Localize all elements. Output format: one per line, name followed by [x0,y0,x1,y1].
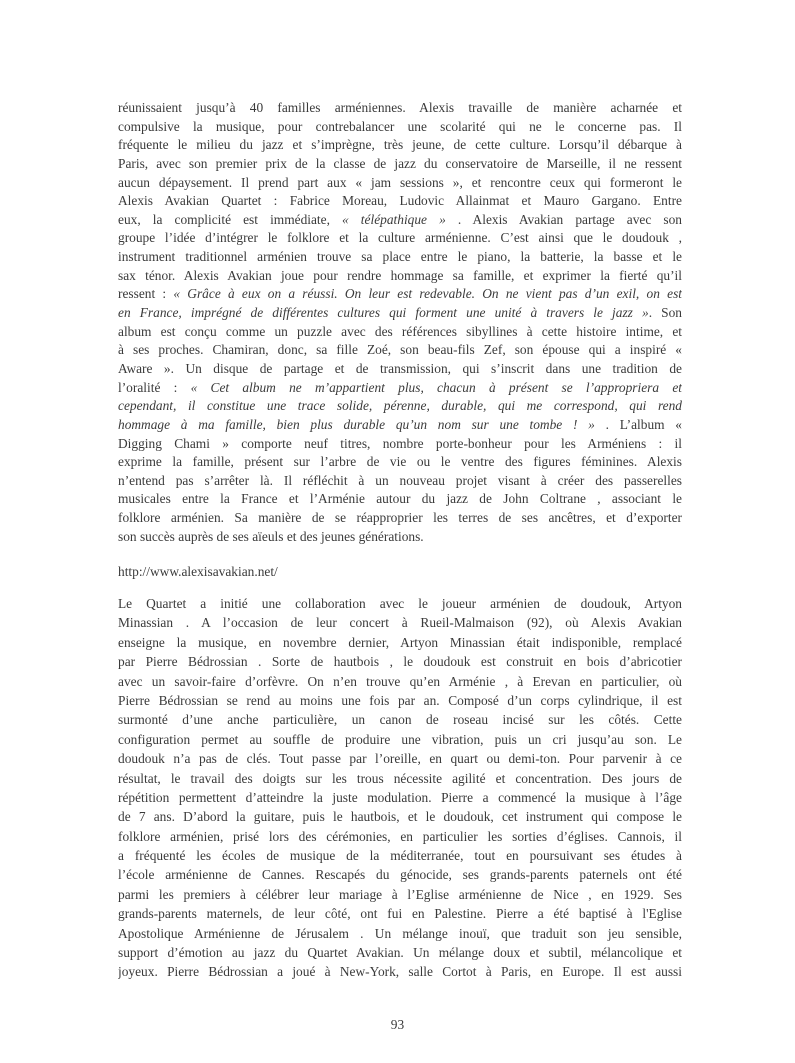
body-text: par Pierre Bédrossian . Sorte de hautbois , le doudouk est construit en bois d’abricotier [118,654,682,670]
quote-text: hommage à ma famille, bien plus durable qu’un nom sur une tombe ! » [118,416,595,432]
body-text: Aware ». Un disque de partage et de transmission, qui s’inscrit dans une tradition de [118,360,682,376]
text-line [118,379,682,398]
body-text: . Son [648,305,682,321]
page-number: 93 [390,1017,405,1032]
text-line [118,730,682,749]
text-line [118,267,682,286]
body-text: fréquente le milieu du jazz et s’imprègne, très jeune, de cette culture. Lorsqu’il débarque à [118,137,682,153]
body-text: résultat, le travail des doigts sur les trous nécessite agilité et concentration. Des jours de [118,770,682,786]
body-text: répétition permettent d’atteindre la juste modulation. Pierre a commencé la musique à l’âge [118,789,682,805]
text-line [118,360,682,379]
text-line [118,962,682,981]
text-line [118,691,682,710]
body-text: à ses proches. Chamiran, donc, sa fille Zoé, son beau-fils Zef, son épouse qui a inspiré « [118,342,682,358]
text-line [118,341,682,360]
text-line [118,435,682,454]
body-text: configuration permet au souffle de produire une vibration, puis un cri jusqu’au son. Le [118,731,682,747]
body-text: Pierre Bédrossian se rend au moins une fois par an. Composé d’un corps cylindrique, il est [118,692,682,708]
text-line [118,943,682,962]
body-text: a fréquenté les écoles de musique de la méditerranée, tout en poursuivant ses études à [118,848,682,864]
body-text: Digging Chami » comporte neuf titres, nombre porte-bonheur pour les Arméniens : il [118,435,682,451]
body-text: joyeux. Pierre Bédrossian a joué à New-York, salle Cortot à Paris, en Europe. Il est aussi [118,964,682,980]
body-text: exprime la famille, présent sur l’arbre de vie ou le ventre des figures féminines. Alexis [118,454,682,470]
quote-text: en France, imprégné de différentes cultures qui forment une unité à travers le jazz » [118,305,649,321]
body-text: surmonté d’une anche particulière, un canon de roseau incisé sur les côtés. Cette [118,712,682,728]
text-line [118,827,682,846]
body-text: ressent : [118,286,174,302]
body-text: parmi les premiers à célébrer leur mariage à l’Eglise arménienne de Nice , en 1929. Ses [118,886,682,902]
text-line [118,99,682,118]
website-url[interactable]: http://www.alexisavakian.net/ [118,564,278,579]
text-line [118,710,682,729]
body-text: son succès auprès de ses aïeuls et des jeunes générations. [118,528,424,544]
body-text: Apostolique Arménienne de Jérusalem . Un mélange inouï, que traduit son jeu sensible, [118,925,682,941]
text-line [118,807,682,826]
body-text: eux, la complicité est immédiate, [118,211,343,227]
text-line [118,155,682,174]
text-line [118,397,682,416]
body-text: album est conçu comme un puzzle avec des références sibyllines à cette histoire intime, et [118,323,682,339]
body-text: doudouk n’a pas de clés. Tout passe par l’oreille, en quart ou demi-ton. Pour parvenir à ce [118,751,682,767]
body-text: sax ténor. Alexis Avakian joue pour rendre hommage sa famille, et exprimer la fierté qu’il [118,267,682,283]
body-text: de 7 ans. D’abord la guitare, puis le hautbois, et le doudouk, cet instrument qui compose le [118,809,682,825]
text-line [118,904,682,923]
body-text: instrument traditionnel arménien trouve sa place entre le piano, la batterie, la basse et le [118,249,682,265]
text-line [118,924,682,943]
paragraph-doudouk-bedrossian [118,594,682,982]
text-line [118,652,682,671]
quote-text: « Cet album ne m’appartient plus, chacun à présent se l’appropriera et [190,379,682,395]
body-text: musicales entre la France et l’Arménie autour du jazz de John Coltrane , associant le [118,491,682,507]
text-line [118,248,682,267]
text-line [118,323,682,342]
text-line [118,613,682,632]
body-text: enseigne la musique, en novembre dernier, Artyon Minassian était indisponible, remplacé [118,634,682,650]
text-line [118,174,682,193]
body-text: n’entend pas s’arrêter là. Il réfléchit à un nouveau projet visant à créer des passerelles [118,472,682,488]
text-line [118,885,682,904]
text-line [118,528,682,547]
text-line [118,769,682,788]
quote-text: cependant, il constitue une trace solide, pérenne, durable, qui me correspond, qui rend [118,398,682,414]
body-text: réunissaient jusqu’à 40 familles arméniennes. Alexis travaille de manière acharnée et [118,100,682,115]
text-line [118,865,682,884]
body-text: support d’émotion au jazz du Quartet Avakian. Un mélange doux et subtil, mélancolique et [118,945,682,961]
text-line [118,416,682,435]
body-text: aucun dépaysement. Il prend part aux « jam sessions », et rencontre ceux qui formeront le [118,174,682,190]
quote-text: « télépathique » [342,211,446,227]
body-text: Alexis Avakian Quartet : Fabrice Moreau, Ludovic Allainmat et Mauro Gargano. Entre [118,193,682,209]
body-text: folklore arménien, prisé lors des cérémonies, en particulier les sorties d’églises. Cannois, il [118,828,682,844]
body-text: Le Quartet a initié une collaboration avec le joueur arménien de doudouk, Artyon [118,596,682,611]
text-line [118,788,682,807]
body-text: . Alexis Avakian partage avec son [445,211,682,227]
text-line [118,594,682,613]
body-text: compulsive la musique, pour contrebalancer une scolarité qui ne le concerne pas. Il [118,118,682,134]
text-line [118,229,682,248]
text-line [118,672,682,691]
text-line [118,633,682,652]
paragraph-avakian-biography [118,99,682,546]
text-line [118,192,682,211]
text-line [118,211,682,230]
text-line [118,490,682,509]
text-line [118,472,682,491]
text-line [118,118,682,137]
text-line [118,749,682,768]
text-line [118,509,682,528]
quote-text: « Grâce à eux on a réussi. On leur est redevable. On ne vient pas d’un exil, on est [173,286,682,302]
body-text: folklore arménien. Sa manière de se réapproprier les terres de ses ancêtres, et d’exporter [118,510,682,526]
body-text: l’oralité : [118,379,191,395]
body-text: groupe l’idée d’intégrer le folklore et la culture arménienne. C’est ainsi que le doudouk , [118,230,682,246]
body-text: avec un savoir-faire d’orfèvre. On n’en trouve qu’en Arménie , à Erevan en particulier, où [118,673,682,689]
body-text: l’école arménienne de Cannes. Rescapés du génocide, ses grands-parents paternels ont été [118,867,682,883]
text-line [118,453,682,472]
body-text: Paris, avec son premier prix de la classe de jazz du conservatoire de Marseille, il ne ressent [118,155,682,171]
body-text: grands-parents maternels, de leur côté, ont fui en Palestine. Pierre a été baptisé à l'Eglise [118,906,682,922]
text-line [118,846,682,865]
text-line [118,285,682,304]
body-text: . L’album « [594,416,682,432]
body-text: Minassian . A l’occasion de leur concert à Rueil-Malmaison (92), où Alexis Avakian [118,615,682,631]
text-line [118,136,682,155]
text-line [118,304,682,323]
